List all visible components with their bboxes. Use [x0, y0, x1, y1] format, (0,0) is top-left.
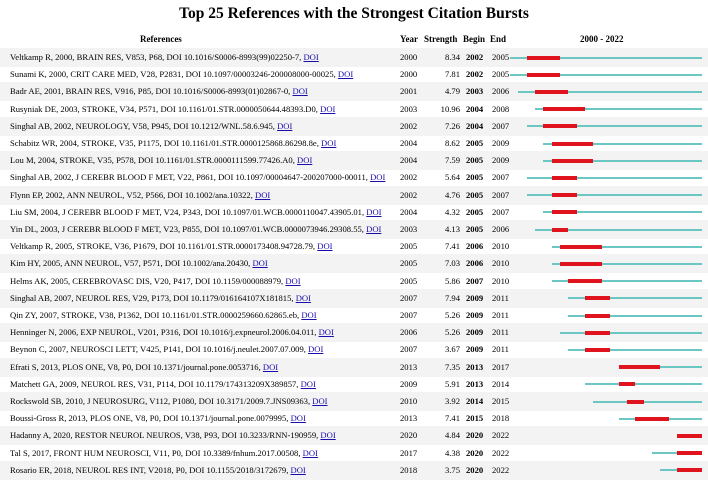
begin-cell: 2004: [466, 120, 484, 131]
reference-text: Helms AK, 2005, CEREBROVASC DIS, V20, P417, DOI 10.1159/000088979,: [10, 275, 286, 286]
reference-cell: [10, 172, 385, 183]
timeline-bar: [510, 326, 702, 339]
reference-text: Hadanny A, 2020, RESTOR NEUROL NEUROS, V38, P93, DOI 10.3233/RNN-190959,: [10, 430, 321, 441]
burst-segment: [677, 434, 702, 438]
burst-segment: [552, 228, 569, 232]
reference-cell: [10, 104, 335, 115]
strength-cell: 7.35: [444, 361, 460, 372]
header-end: End: [490, 34, 507, 44]
strength-cell: 4.79: [444, 86, 460, 97]
table-row: [0, 151, 708, 170]
begin-cell: 2004: [466, 103, 484, 114]
begin-cell: 2009: [466, 344, 484, 355]
reference-cell: [10, 258, 268, 269]
end-cell: 2022: [492, 430, 510, 441]
year-cell: 2000: [400, 69, 418, 80]
timeline-bar: [510, 429, 702, 442]
page-title: Top 25 References with the Strongest Citation Bursts: [179, 5, 529, 22]
year-cell: 2002: [400, 172, 418, 183]
begin-cell: 2002: [466, 69, 484, 80]
strength-cell: 7.81: [444, 69, 460, 80]
burst-segment: [585, 348, 610, 352]
burst-segment: [552, 210, 577, 214]
reference-text: Flynn EP, 2002, ANN NEUROL, V52, P566, DOI 10.1002/ana.10322,: [10, 189, 256, 200]
table-row: [0, 168, 708, 187]
timeline-bar: [510, 447, 702, 460]
burst-segment: [585, 314, 610, 318]
reference-cell: [10, 465, 306, 476]
end-cell: 2018: [492, 413, 510, 424]
year-cell: 2001: [400, 86, 418, 97]
strength-cell: 7.03: [444, 258, 460, 269]
header-references: References: [140, 34, 182, 44]
reference-text: Rusyniak DE, 2003, STROKE, V34, P571, DOI 10.1161/01.STR.0000050644.48393.D0,: [10, 103, 321, 114]
reference-cell: [10, 224, 381, 235]
begin-cell: 2015: [466, 413, 484, 424]
table-row: [0, 444, 708, 463]
begin-cell: 2009: [466, 292, 484, 303]
reference-cell: [10, 276, 301, 287]
strength-cell: 4.13: [444, 224, 460, 234]
begin-cell: 2007: [466, 275, 484, 286]
begin-cell: 2009: [466, 327, 484, 338]
table-row: [0, 392, 708, 411]
burst-segment: [560, 262, 602, 266]
end-cell: 2009: [492, 138, 510, 148]
burst-segment: [535, 90, 568, 94]
end-cell: 2015: [492, 396, 510, 406]
burst-segment: [552, 193, 577, 197]
reference-cell: [10, 207, 382, 218]
reference-text: Beynon C, 2007, NEUROSCI LETT, V425, P141, DOI 10.1016/j.neulet.2007.07.009,: [10, 344, 309, 355]
table-row: [0, 323, 708, 342]
end-cell: 2022: [492, 464, 510, 475]
table-row: [0, 220, 708, 239]
year-cell: 2007: [400, 344, 418, 355]
header-strength: Strength: [424, 34, 458, 44]
burst-segment: [543, 107, 585, 111]
strength-cell: 4.76: [444, 189, 460, 200]
doi-link[interactable]: DOI: [318, 327, 334, 338]
year-cell: 2004: [400, 206, 418, 217]
doi-link[interactable]: DOI: [290, 464, 306, 475]
begin-cell: 2002: [466, 52, 484, 62]
doi-link[interactable]: DOI: [252, 258, 268, 269]
year-cell: 2002: [400, 120, 418, 131]
strength-cell: 4.84: [444, 430, 460, 441]
timeline-bar: [510, 378, 702, 391]
begin-cell: 2013: [466, 378, 484, 389]
reference-cell: [10, 448, 318, 459]
reference-cell: [10, 52, 319, 63]
burst-segment: [585, 331, 610, 335]
end-cell: 2007: [492, 206, 510, 217]
strength-cell: 5.86: [444, 275, 460, 286]
end-cell: 2022: [492, 447, 510, 458]
burst-segment: [627, 400, 644, 404]
strength-cell: 8.34: [444, 52, 460, 62]
timeline-bar: [510, 257, 702, 270]
year-cell: 2006: [400, 327, 418, 338]
reference-cell: [10, 69, 353, 80]
reference-text: Rosario ER, 2018, NEUROL RES INT, V2018, P0, DOI 10.1155/2018/3172679,: [10, 464, 291, 475]
doi-link[interactable]: DOI: [277, 120, 293, 131]
reference-cell: [10, 293, 311, 304]
table-row: [0, 117, 708, 136]
timeline-bar: [510, 85, 702, 98]
burst-segment: [585, 296, 610, 300]
table-row: [0, 237, 708, 256]
strength-cell: 7.41: [444, 413, 460, 424]
doi-link[interactable]: DOI: [366, 206, 382, 217]
strength-cell: 5.64: [444, 172, 460, 183]
table-row: [0, 134, 708, 153]
reference-text: Singhal AB, 2002, NEUROLOGY, V58, P945, DOI 10.1212/WNL.58.6.945,: [10, 120, 278, 131]
doi-link[interactable]: DOI: [292, 86, 308, 97]
end-cell: 2005: [492, 52, 510, 62]
end-cell: 2011: [492, 344, 509, 355]
table-row: [0, 65, 708, 84]
doi-link[interactable]: DOI: [320, 103, 336, 114]
table-row: [0, 358, 708, 377]
year-cell: 2003: [400, 224, 418, 234]
year-cell: 2013: [400, 361, 418, 372]
strength-cell: 7.26: [444, 120, 460, 131]
doi-link[interactable]: DOI: [285, 275, 301, 286]
table-row: [0, 82, 708, 101]
header-begin: Begin: [463, 34, 486, 44]
year-cell: 2018: [400, 464, 418, 475]
reference-text: Efrati S, 2013, PLOS ONE, V8, P0, DOI 10.1371/journal.pone.0053716,: [10, 361, 263, 372]
end-cell: 2006: [492, 224, 510, 234]
burst-segment: [619, 382, 636, 386]
year-cell: 2009: [400, 378, 418, 389]
reference-text: Singhal AB, 2002, J CEREBR BLOOD F MET, V22, P861, DOI 10.1097/00004647-200207000-00011,: [10, 172, 371, 183]
year-cell: 2007: [400, 292, 418, 303]
reference-cell: [10, 396, 328, 407]
begin-cell: 2006: [466, 241, 484, 252]
timeline-baseline: [593, 401, 702, 403]
doi-link[interactable]: DOI: [320, 430, 336, 441]
burst-segment: [560, 245, 602, 249]
end-cell: 2006: [492, 86, 510, 97]
table-row: [0, 186, 708, 205]
table-row: [0, 375, 708, 394]
table-row: [0, 100, 708, 119]
end-cell: 2011: [492, 327, 509, 338]
doi-link[interactable]: DOI: [312, 396, 328, 406]
year-cell: 2004: [400, 155, 418, 166]
reference-text: Lou M, 2004, STROKE, V35, P578, DOI 10.1161/01.STR.0000111599.77426.A0,: [10, 155, 298, 166]
reference-cell: [10, 344, 323, 355]
burst-segment: [677, 451, 702, 455]
begin-cell: 2005: [466, 224, 484, 234]
doi-link[interactable]: DOI: [295, 292, 311, 303]
doi-link[interactable]: DOI: [297, 155, 313, 166]
timeline-bar: [510, 154, 702, 167]
end-cell: 2009: [492, 155, 510, 166]
timeline-bar: [510, 309, 702, 322]
timeline-bar: [510, 171, 702, 184]
end-cell: 2007: [492, 172, 510, 183]
burst-segment: [568, 279, 601, 283]
table-row: [0, 272, 708, 291]
reference-cell: [10, 138, 336, 149]
table-row: [0, 48, 708, 67]
strength-cell: 7.94: [444, 292, 460, 303]
reference-text: Sunami K, 2000, CRIT CARE MED, V28, P2831, DOI 10.1097/00003246-200008000-00025,: [10, 69, 338, 80]
begin-cell: 2005: [466, 155, 484, 166]
doi-link[interactable]: DOI: [366, 224, 382, 234]
table-row: [0, 409, 708, 428]
burst-segment: [635, 417, 668, 421]
strength-cell: 7.59: [444, 155, 460, 166]
year-cell: 2017: [400, 447, 418, 458]
begin-cell: 2005: [466, 172, 484, 183]
reference-text: Henninger N, 2006, EXP NEUROL, V201, P316, DOI 10.1016/j.expneurol.2006.04.011,: [10, 327, 319, 338]
timeline-bar: [510, 223, 702, 236]
timeline-bar: [510, 103, 702, 116]
doi-link[interactable]: DOI: [303, 52, 319, 62]
reference-cell: [10, 362, 278, 373]
table-row: [0, 203, 708, 222]
begin-cell: 2005: [466, 206, 484, 217]
end-cell: 2010: [492, 258, 510, 269]
doi-link[interactable]: DOI: [308, 344, 324, 355]
year-cell: 2005: [400, 275, 418, 286]
burst-segment: [552, 142, 594, 146]
year-cell: 2005: [400, 241, 418, 252]
header-range: 2000 - 2022: [580, 34, 624, 44]
year-cell: 2000: [400, 52, 418, 62]
begin-cell: 2014: [466, 396, 484, 406]
timeline-bar: [510, 189, 702, 202]
strength-cell: 3.67: [444, 344, 460, 355]
doi-link[interactable]: DOI: [317, 241, 333, 252]
year-cell: 2005: [400, 258, 418, 269]
doi-link[interactable]: DOI: [321, 138, 337, 148]
end-cell: 2017: [492, 361, 510, 372]
table-row: [0, 426, 708, 445]
reference-text: Qin ZY, 2007, STROKE, V38, P1362, DOI 10.1161/01.STR.0000259660.62865.eb,: [10, 310, 302, 320]
timeline-bar: [510, 137, 702, 150]
reference-cell: [10, 155, 312, 166]
begin-cell: 2003: [466, 86, 484, 97]
reference-text: Singhal AB, 2007, NEUROL RES, V29, P173, DOI 10.1179/016164107X181815,: [10, 292, 296, 303]
strength-cell: 3.92: [444, 396, 460, 406]
end-cell: 2011: [492, 310, 509, 320]
reference-text: Rockswold SB, 2010, J NEUROSURG, V112, P1080, DOI 10.3171/2009.7.JNS09363,: [10, 396, 313, 406]
timeline-bar: [510, 343, 702, 356]
strength-cell: 3.75: [444, 464, 460, 475]
timeline-bar: [510, 120, 702, 133]
timeline-bar: [510, 68, 702, 81]
strength-cell: 8.62: [444, 138, 460, 148]
doi-link[interactable]: DOI: [262, 361, 279, 372]
reference-cell: [10, 310, 317, 321]
doi-link[interactable]: DOI: [301, 310, 317, 320]
reference-cell: [10, 413, 306, 424]
reference-text: Veltkamp R, 2000, BRAIN RES, V853, P68, DOI 10.1016/S0006-8993(99)02250-7,: [10, 52, 304, 62]
table-row: [0, 306, 708, 325]
begin-cell: 2020: [466, 430, 484, 441]
header-year: Year: [400, 34, 418, 44]
year-cell: 2002: [400, 189, 418, 200]
burst-segment: [543, 124, 576, 128]
timeline-bar: [510, 275, 702, 288]
begin-cell: 2013: [466, 361, 484, 372]
strength-cell: 5.91: [444, 378, 460, 389]
year-cell: 2003: [400, 103, 418, 114]
burst-segment: [527, 73, 560, 77]
timeline-bar: [510, 395, 702, 408]
reference-cell: [10, 430, 336, 441]
timeline-bar: [510, 412, 702, 425]
timeline-bar: [510, 240, 702, 253]
reference-text: Tal S, 2017, FRONT HUM NEUROSCI, V11, P0, DOI 10.3389/fnhum.2017.00508,: [10, 447, 303, 458]
timeline-bar: [510, 361, 702, 374]
doi-link[interactable]: DOI: [255, 189, 271, 200]
begin-cell: 2009: [466, 310, 484, 320]
table-row: [0, 254, 708, 273]
end-cell: 2014: [492, 378, 510, 389]
doi-link[interactable]: DOI: [290, 413, 306, 424]
burst-segment: [552, 176, 577, 180]
reference-text: Yin DL, 2003, J CEREBR BLOOD F MET, V23, P855, DOI 10.1097/01.WCB.0000073946.29308.55,: [10, 224, 367, 234]
begin-cell: 2020: [466, 464, 484, 475]
reference-text: Kim HY, 2005, ANN NEUROL, V57, P571, DOI 10.1002/ana.20430,: [10, 258, 253, 269]
strength-cell: 5.26: [444, 327, 460, 338]
begin-cell: 2005: [466, 189, 484, 200]
reference-cell: [10, 86, 308, 97]
timeline-baseline: [585, 383, 702, 385]
doi-link[interactable]: DOI: [337, 69, 354, 80]
timeline-bar: [510, 464, 702, 477]
year-cell: 2010: [400, 396, 418, 406]
year-cell: 2007: [400, 310, 418, 320]
timeline-bar: [510, 206, 702, 219]
reference-text: Boussi-Gross R, 2013, PLOS ONE, V8, P0, DOI 10.1371/journal.pone.0079995,: [10, 413, 291, 424]
strength-cell: 10.96: [440, 103, 460, 114]
strength-cell: 4.38: [444, 447, 460, 458]
reference-text: Veltkamp R, 2005, STROKE, V36, P1679, DOI 10.1161/01.STR.0000173408.94728.79,: [10, 241, 318, 252]
end-cell: 2007: [492, 120, 510, 131]
strength-cell: 5.26: [444, 310, 460, 320]
reference-text: Liu SM, 2004, J CEREBR BLOOD F MET, V24, P343, DOI 10.1097/01.WCB.0000110047.43905.01,: [10, 206, 367, 217]
year-cell: 2013: [400, 413, 418, 424]
end-cell: 2007: [492, 189, 510, 200]
reference-cell: [10, 190, 270, 201]
burst-segment: [527, 56, 560, 60]
strength-cell: 7.41: [444, 241, 460, 252]
timeline-bar: [510, 51, 702, 64]
strength-cell: 4.32: [444, 206, 460, 217]
reference-cell: [10, 379, 316, 390]
begin-cell: 2005: [466, 138, 484, 148]
burst-segment: [552, 159, 594, 163]
begin-cell: 2020: [466, 447, 484, 458]
table-row: [0, 289, 708, 308]
reference-cell: [10, 121, 292, 132]
year-cell: 2020: [400, 430, 418, 441]
end-cell: 2010: [492, 275, 510, 286]
reference-text: Matchett GA, 2009, NEUROL RES, V31, P114, DOI 10.1179/174313209X389857,: [10, 378, 301, 389]
reference-cell: [10, 327, 334, 338]
end-cell: 2005: [492, 69, 510, 80]
end-cell: 2008: [492, 103, 510, 114]
burst-segment: [677, 468, 702, 472]
timeline-bar: [510, 292, 702, 305]
doi-link[interactable]: DOI: [300, 378, 316, 389]
end-cell: 2011: [492, 292, 509, 303]
reference-cell: [10, 241, 333, 252]
timeline-baseline: [560, 332, 702, 334]
year-cell: 2004: [400, 138, 418, 148]
begin-cell: 2006: [466, 258, 484, 269]
reference-text: Schabitz WR, 2004, STROKE, V35, P1175, DOI 10.1161/01.STR.0000125868.86298.8e,: [10, 138, 322, 148]
end-cell: 2010: [492, 241, 510, 252]
reference-text: Badr AE, 2001, BRAIN RES, V916, P85, DOI 10.1016/S0006-8993(01)02867-0,: [10, 86, 293, 97]
burst-segment: [619, 365, 661, 369]
doi-link[interactable]: DOI: [302, 447, 318, 458]
doi-link[interactable]: DOI: [370, 172, 386, 183]
table-row: [0, 340, 708, 359]
